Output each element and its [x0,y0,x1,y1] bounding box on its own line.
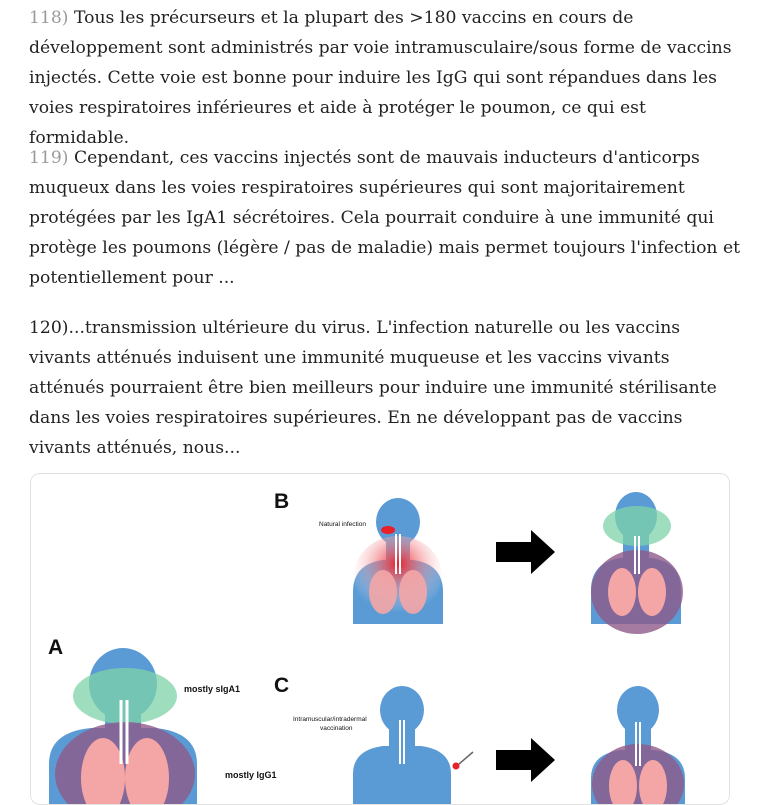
panel-b-letter: B [274,490,290,513]
natural-infection-label: Natural infection [319,521,366,528]
arrow-b [496,530,555,574]
panel-a-letter: A [48,636,64,659]
paragraph-number: 118) [29,8,69,28]
siga1-label: mostly sIgA1 [184,684,241,694]
torso-reference-a [49,648,197,804]
torso-infected [353,498,443,624]
paragraph-text: Tous les précurseurs et la plupart des >180 vaccins en cours de développement sont administrés par voie intramusculaire/sous forme de vaccins injectés. Cette voie est bonne pour induire les IgG qui sont répandues dans les voies respiratoires inférieures et aide à protéger le poumon, ce qui est formidable. [29,8,732,148]
panel-c-letter: C [274,674,290,697]
igg1-label: mostly IgG1 [225,770,277,780]
torso-protected-b [591,492,683,634]
paragraph-118 [29,3,741,153]
immunity-figure[interactable] [30,473,730,805]
vaccination-label-line1: Intramuscular/intradermal [293,716,367,723]
paragraph-119 [29,143,741,293]
paragraph-120 [29,313,741,463]
paragraph-number: 119) [29,148,69,168]
torso-protected-c [591,686,685,804]
paragraph-text: 120)...transmission ultérieure du virus. L'infection naturelle ou les vaccins vivants atténués induisent une immunité muqueuse et les vaccins vivants atténués pourraient être bien meilleurs pour induire une immunité stérilisante dans les voies respiratoires supérieures. En ne développant pas de vaccins vivants atténués, nous... [29,318,717,458]
figure-illustration [31,474,729,804]
arrow-c [496,738,555,782]
torso-vaccinated [353,686,473,804]
vaccination-label-line2: vaccination [320,725,353,732]
paragraph-text: Cependant, ces vaccins injectés sont de mauvais inducteurs d'anticorps muqueux dans les voies respiratoires supérieures qui sont majoritairement protégées par les IgA1 sécrétoires. Cela pourrait conduire à une immunité qui protège les poumons (légère / pas de maladie) mais permet toujours l'infection et potentiellement pour ... [29,148,741,288]
